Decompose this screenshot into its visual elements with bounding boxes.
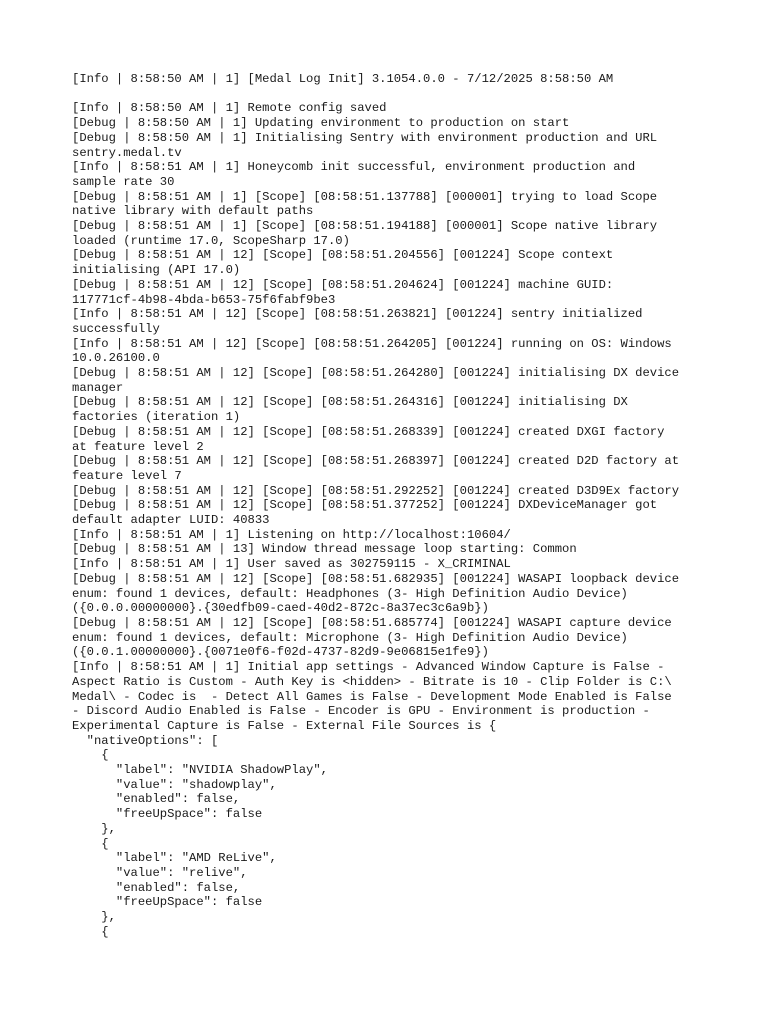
log-line: },	[72, 821, 116, 836]
log-line: "label": "AMD ReLive",	[72, 851, 277, 866]
log-line: [Info | 8:58:51 AM | 12] [Scope] [08:58:51.264205] [001224] running on OS: Windows	[72, 336, 672, 351]
log-line: "freeUpSpace": false	[72, 807, 263, 822]
log-line: native library with default paths	[72, 204, 314, 219]
log-line: [Info | 8:58:51 AM | 1] Listening on http://localhost:10604/	[72, 527, 511, 542]
log-line: "label": "NVIDIA ShadowPlay",	[72, 763, 328, 778]
log-line: enum: found 1 devices, default: Microphone (3- High Definition Audio Device)	[72, 630, 628, 645]
log-line: at feature level 2	[72, 439, 204, 454]
log-line: [Debug | 8:58:51 AM | 12] [Scope] [08:58:51.264316] [001224] initialising DX	[72, 395, 628, 410]
log-line: initialising (API 17.0)	[72, 263, 241, 278]
log-line: manager	[72, 380, 124, 395]
log-document	[72, 72, 712, 939]
log-line: sample rate 30	[72, 174, 175, 189]
log-line: "enabled": false,	[72, 880, 241, 895]
log-line: feature level 7	[72, 468, 182, 483]
log-line: {	[72, 836, 109, 851]
log-line: Aspect Ratio is Custom - Auth Key is <hidden> - Bitrate is 10 - Clip Folder is C:\	[72, 674, 672, 689]
log-line: [Info | 8:58:51 AM | 12] [Scope] [08:58:51.263821] [001224] sentry initialized	[72, 307, 643, 322]
log-line: "value": "shadowplay",	[72, 777, 277, 792]
log-line: "nativeOptions": [	[72, 733, 219, 748]
log-line: "freeUpSpace": false	[72, 895, 263, 910]
log-line: factories (iteration 1)	[72, 410, 241, 425]
log-line: [Debug | 8:58:51 AM | 12] [Scope] [08:58:51.268339] [001224] created DXGI factory	[72, 424, 665, 439]
log-line: loaded (runtime 17.0, ScopeSharp 17.0)	[72, 233, 350, 248]
log-line: Experimental Capture is False - External File Sources is {	[72, 718, 497, 733]
log-line: [Info | 8:58:51 AM | 1] Initial app settings - Advanced Window Capture is False -	[72, 660, 665, 675]
log-line: [Debug | 8:58:51 AM | 12] [Scope] [08:58:51.682935] [001224] WASAPI loopback device	[72, 571, 680, 586]
log-line: [Debug | 8:58:51 AM | 12] [Scope] [08:58:51.264280] [001224] initialising DX device	[72, 366, 680, 381]
log-line: ({0.0.1.00000000}.{0071e0f6-f02d-4737-82d9-9e06815e1fe9})	[72, 645, 489, 660]
log-line: [Debug | 8:58:50 AM | 1] Updating environment to production on start	[72, 116, 570, 131]
log-line	[72, 87, 712, 102]
log-line: successfully	[72, 321, 160, 336]
log-line: [Info | 8:58:51 AM | 1] Honeycomb init successful, environment production and	[72, 160, 636, 175]
log-line: [Debug | 8:58:51 AM | 1] [Scope] [08:58:51.194188] [000001] Scope native library	[72, 219, 658, 234]
log-line: {	[72, 924, 109, 939]
log-line: [Info | 8:58:51 AM | 1] User saved as 302759115 - X_CRIMINAL	[72, 557, 511, 572]
log-line: [Debug | 8:58:51 AM | 12] [Scope] [08:58:51.204556] [001224] Scope context	[72, 248, 614, 263]
log-line: [Info | 8:58:50 AM | 1] [Medal Log Init] 3.1054.0.0 - 7/12/2025 8:58:50 AM	[72, 72, 614, 86]
log-line: {	[72, 748, 109, 763]
log-line: [Debug | 8:58:51 AM | 12] [Scope] [08:58:51.204624] [001224] machine GUID:	[72, 277, 614, 292]
log-line: [Debug | 8:58:51 AM | 12] [Scope] [08:58:51.268397] [001224] created D2D factory at	[72, 454, 680, 469]
log-line: [Debug | 8:58:51 AM | 12] [Scope] [08:58:51.377252] [001224] DXDeviceManager got	[72, 498, 658, 513]
log-line: [Info | 8:58:50 AM | 1] Remote config saved	[72, 101, 387, 116]
log-line: default adapter LUID: 40833	[72, 513, 270, 528]
log-line: [Debug | 8:58:51 AM | 13] Window thread message loop starting: Common	[72, 542, 577, 557]
log-line: [Debug | 8:58:51 AM | 1] [Scope] [08:58:51.137788] [000001] trying to load Scope	[72, 189, 658, 204]
log-line: enum: found 1 devices, default: Headphones (3- High Definition Audio Device)	[72, 586, 628, 601]
log-line: [Debug | 8:58:50 AM | 1] Initialising Sentry with environment production and URL	[72, 130, 658, 145]
log-line: [Debug | 8:58:51 AM | 12] [Scope] [08:58:51.292252] [001224] created D3D9Ex factory	[72, 483, 680, 498]
log-line: Medal\ - Codec is - Detect All Games is False - Development Mode Enabled is False	[72, 689, 672, 704]
log-line: "enabled": false,	[72, 792, 241, 807]
log-line: [Debug | 8:58:51 AM | 12] [Scope] [08:58:51.685774] [001224] WASAPI capture device	[72, 616, 672, 630]
log-line: 10.0.26100.0	[72, 351, 160, 366]
log-line: },	[72, 910, 116, 925]
log-line: sentry.medal.tv	[72, 145, 182, 160]
log-line: "value": "relive",	[72, 865, 248, 880]
log-line: 117771cf-4b98-4bda-b653-75f6fabf9be3	[72, 292, 336, 307]
log-line: - Discord Audio Enabled is False - Encoder is GPU - Environment is production -	[72, 704, 650, 719]
log-line: ({0.0.0.00000000}.{30edfb09-caed-40d2-872c-8a37ec3c6a9b})	[72, 601, 489, 616]
